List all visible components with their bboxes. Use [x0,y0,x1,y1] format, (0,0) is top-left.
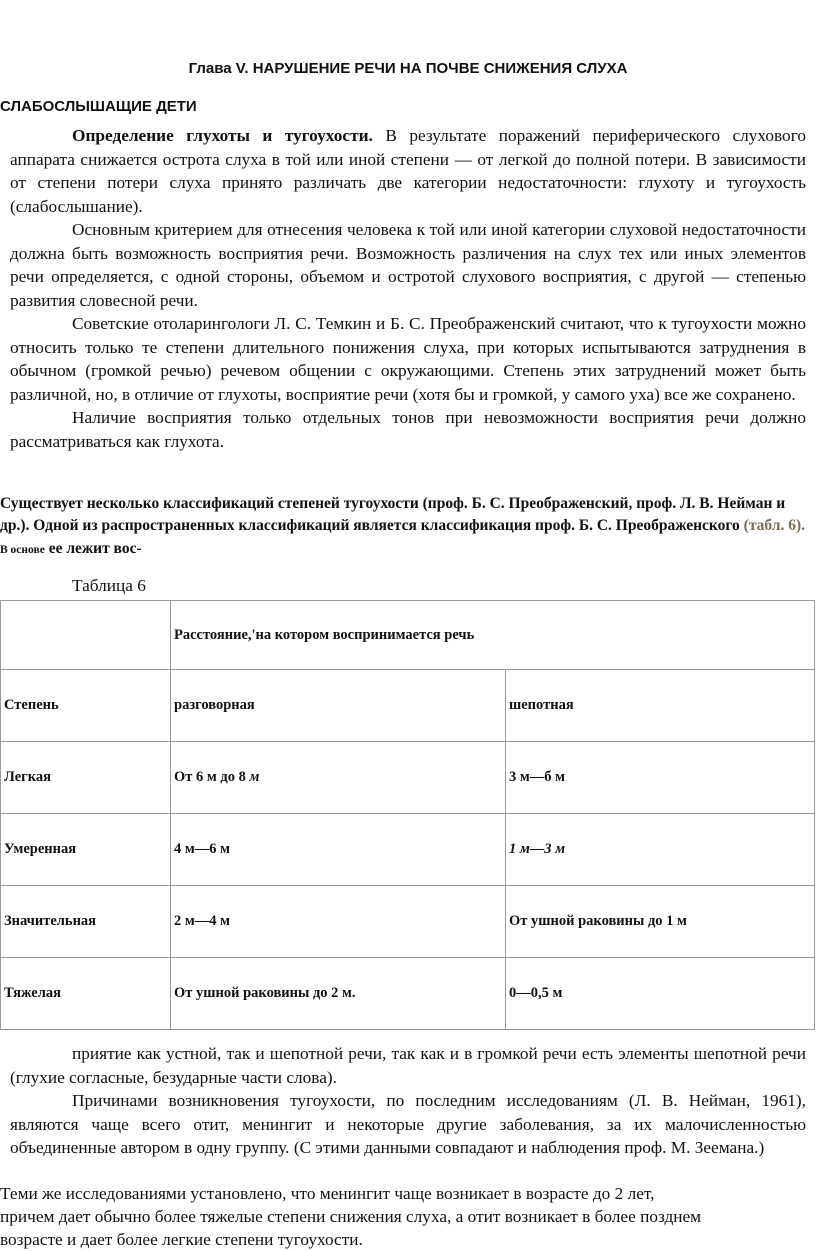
after-table-paragraph-1: приятие как устной, так и шепотной речи, так как и в громкой речи есть элементы шепотной речи (глухие согласные, безударные части слова). [10,1044,806,1087]
table-row [1,958,815,1030]
table-row [1,742,815,814]
intro-paragraph-1-text: В результате поражений периферического слухового аппарата снижается острота слуха в той или иной степени — от легкой до полной потери. В зависимости от степени потери слуха принято различать две категории недостаточности: глухоту и тугоухость (слабослышание). [10,126,806,216]
classification-tail: ее лежит вос- [44,540,142,557]
final-line-3: возрасте и дает более легкие степени тугоухости. [0,1230,363,1249]
final-line-1: Теми же исследованиями установлено, что менингит чаще возникает в возрасте до 2 лет, [0,1184,655,1203]
definition-lead: Определение глухоты и тугоухости. [72,126,373,145]
col-header-speech: разговорная [171,670,506,742]
intro-paragraph-4: Наличие восприятия только отдельных тонов при невозможности восприятия речи должно рассматриваться как глухота. [10,408,806,451]
hearing-degree-table [0,600,815,1030]
col-header-whisper: шепотная [506,670,815,742]
classification-small-text: В основе [0,544,45,556]
whisper-cell: 1 м—3 м [506,814,815,886]
final-text [0,1182,812,1251]
speech-cell [171,742,506,814]
intro-paragraph-1 [10,124,806,218]
whisper-cell: 3 м—б м [506,742,815,814]
after-table-text [10,1042,806,1160]
classification-paragraph [0,493,812,561]
final-line-2: причем дает обычно более тяжелые степени снижения слуха, а отит возникает в более позднем [0,1207,702,1226]
whisper-cell: 0—0,5 м [506,958,815,1030]
degree-cell: Тяжелая [1,958,171,1030]
table-column-header-row [1,670,815,742]
section-title: СЛАБОСЛЫШАЩИЕ ДЕТИ [0,98,197,115]
after-table-paragraph-2: Причинами возникновения тугоухости, по последним исследованиям (Л. В. Нейман, 1961), являются чаще всего отит, менингит и некоторые другие заболевания, за их малочисленностью объединенные автором в одну группу. (С этими данными совпадают и наблюдения проф. М. Зеемана.) [10,1091,806,1157]
intro-paragraph-2: Основным критерием для отнесения человека к той или иной категории слуховой недостаточности должна быть возможность восприятия речи. Возможность различения на слух тех или иных элементов речи определяется, с одной стороны, объемом и остротой слухового восприятия, с другой — степенью развития словесной речи. [10,220,806,310]
intro-text [10,124,806,453]
table-row [1,814,815,886]
intro-paragraph-3: Советские отоларингологи Л. С. Темкин и Б. С. Преображенский считают, что к тугоухости можно относить только те степени длительного понижения слуха, при которых испытываются затруднения в обычном (громкой речью) речевом общении с окружающими. Степень этих затруднений может быть различной, но, в отличие от глухоты, восприятие речи (хотя бы и громкой, у самого уха) все же сохранено. [10,314,806,404]
degree-cell: Умеренная [1,814,171,886]
speech-cell: От ушной раковины до 2 м. [171,958,506,1030]
speech-unit: м [249,769,260,785]
header-distance-cell: Расстояние,'на котором воспринимается речь [171,601,815,670]
chapter-title: Глава V. НАРУШЕНИЕ РЕЧИ НА ПОЧВЕ СНИЖЕНИЯ СЛУХА [188,60,628,77]
speech-cell: 2 м—4 м [171,886,506,958]
degree-cell: Значительная [1,886,171,958]
table-header-row [1,601,815,670]
speech-value: От 6 м до 8 [174,769,250,785]
table-row [1,886,815,958]
table-reference-link[interactable]: (табл. 6). [743,517,805,534]
speech-cell: 4 м—6 м [171,814,506,886]
table-empty-cell [1,601,171,670]
whisper-cell: От ушной раковины до 1 м [506,886,815,958]
degree-cell: Легкая [1,742,171,814]
table-caption: Таблица 6 [72,576,146,595]
classification-text: Существует несколько классификаций степеней тугоухости (проф. Б. С. Преображенский, проф. Л. В. Нейман и др.). Одной из распространенных классификаций является классификация проф. Б. С. Преображенского [0,495,786,534]
col-header-degree: Степень [1,670,171,742]
